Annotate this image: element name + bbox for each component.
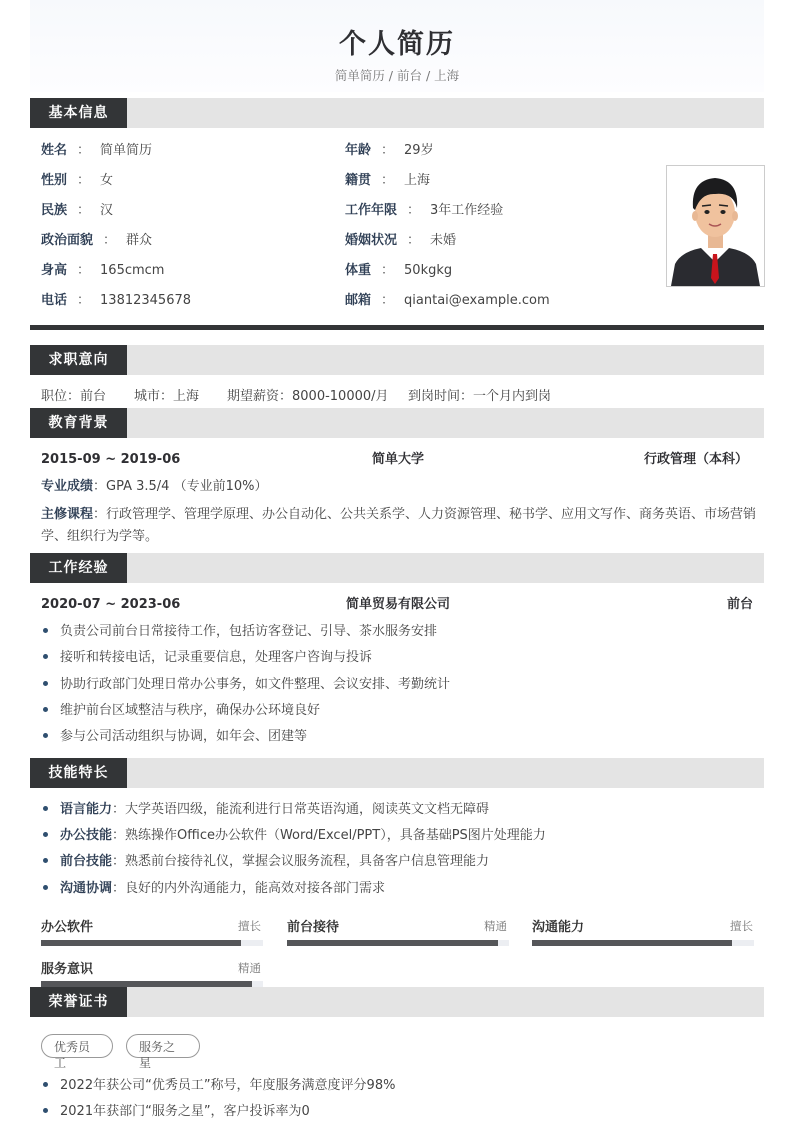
section-honors-header xyxy=(30,987,764,1017)
info-label: 性别 xyxy=(41,173,68,188)
intent-city: 城市：上海 xyxy=(134,389,200,404)
skill-bar-name: 前台接待 xyxy=(287,920,340,935)
list-item xyxy=(43,703,320,719)
info-email xyxy=(345,293,550,309)
skill-bar xyxy=(41,940,263,946)
info-label: 民族 xyxy=(41,203,68,218)
info-value: 3年工作经验 xyxy=(430,203,504,218)
info-colon: ： xyxy=(381,263,395,278)
info-hometown xyxy=(345,173,430,189)
bullet xyxy=(43,654,48,659)
profile-photo xyxy=(666,165,765,287)
skill-bar-name: 办公软件 xyxy=(41,920,94,935)
info-label: 姓名 xyxy=(41,143,68,158)
honor-badge xyxy=(126,1034,200,1070)
info-label: 婚姻状况 xyxy=(345,233,398,248)
honor-badge xyxy=(41,1034,113,1070)
info-weight xyxy=(345,263,452,279)
edu-school: 简单大学 xyxy=(372,452,425,467)
honor-badge-line2: 工 xyxy=(54,1056,67,1070)
skill-bar-fill xyxy=(287,940,498,946)
section-education-header xyxy=(30,408,764,438)
info-name xyxy=(41,143,152,159)
work-item-text: 协助行政部门处理日常办公事务，如文件整理、会议安排、考勤统计 xyxy=(60,677,451,692)
info-label: 电话 xyxy=(41,293,68,308)
info-colon: ： xyxy=(77,263,91,278)
section-basic-title: 基本信息 xyxy=(30,98,127,128)
edu-gpa xyxy=(41,479,267,495)
page-subtitle: 简单简历 / 前台 / 上海 xyxy=(334,68,460,83)
section-honors-title: 荣誉证书 xyxy=(30,987,127,1017)
list-item xyxy=(43,854,489,870)
bullet xyxy=(43,858,48,863)
edu-major: 行政管理（本科） xyxy=(643,452,748,467)
info-label: 身高 xyxy=(41,263,68,278)
info-colon: ： xyxy=(77,143,91,158)
work-item-text: 负责公司前台日常接待工作，包括访客登记、引导、茶水服务安排 xyxy=(60,624,438,639)
work-item-text: 接听和转接电话，记录重要信息，处理客户咨询与投诉 xyxy=(60,650,373,665)
bullet xyxy=(43,733,48,738)
info-value: 汉 xyxy=(100,203,114,218)
skill-label: 语言能力 xyxy=(60,802,113,817)
info-colon: ： xyxy=(77,173,91,188)
info-value: 简单简历 xyxy=(100,143,153,158)
list-item xyxy=(43,650,372,666)
section-education-title: 教育背景 xyxy=(30,408,127,438)
edu-gpa-label: 专业成绩 xyxy=(41,479,94,494)
info-colon: ： xyxy=(103,233,117,248)
portrait-icon xyxy=(667,166,764,286)
honor-badge-line1: 服务之 xyxy=(139,1040,176,1054)
bullet xyxy=(43,707,48,712)
info-years xyxy=(345,203,503,219)
list-item xyxy=(43,677,450,693)
info-colon: ： xyxy=(77,293,91,308)
edu-courses-label: 主修课程 xyxy=(41,507,94,522)
work-company: 简单贸易有限公司 xyxy=(346,597,451,612)
skill-text: ：熟悉前台接待礼仪，掌握会议服务流程，具备客户信息管理能力 xyxy=(112,854,490,869)
skill-bar xyxy=(287,940,509,946)
intent-position: 职位：前台 xyxy=(41,389,107,404)
edu-courses xyxy=(41,507,756,523)
work-item-text: 参与公司活动组织与协调，如年会、团建等 xyxy=(60,729,308,744)
skill-bar-level: 擅长 xyxy=(730,919,753,933)
list-item xyxy=(43,624,437,640)
list-item xyxy=(43,1104,310,1120)
info-gender xyxy=(41,173,113,189)
info-label: 籍贯 xyxy=(345,173,372,188)
work-item-text: 维护前台区域整洁与秩序，确保办公环境良好 xyxy=(60,703,321,718)
info-value: 13812345678 xyxy=(100,293,192,308)
section-intent-title: 求职意向 xyxy=(30,345,127,375)
intent-arrival: 到岗时间：一个月内到岗 xyxy=(408,389,552,404)
info-colon: ： xyxy=(381,293,395,308)
info-value: 165cmcm xyxy=(100,263,165,278)
info-value: 上海 xyxy=(404,173,431,188)
info-political xyxy=(41,233,152,249)
work-period: 2020-07 ~ 2023-06 xyxy=(41,597,181,612)
work-role: 前台 xyxy=(726,597,753,612)
edu-courses-line2: 学、组织行为学等。 xyxy=(41,529,159,544)
info-value: 未婚 xyxy=(430,233,457,248)
skill-bar-fill xyxy=(532,940,732,946)
skill-label: 前台技能 xyxy=(60,854,113,869)
info-phone xyxy=(41,293,191,309)
skill-bar-level: 擅长 xyxy=(238,919,261,933)
skill-text: ：大学英语四级，能流利进行日常英语沟通，阅读英文文档无障碍 xyxy=(112,802,490,817)
edu-gpa-value: ：GPA 3.5/4 （专业前10%） xyxy=(93,479,268,494)
skill-text: ：熟练操作Office办公软件（Word/Excel/PPT），具备基础PS图片处理能力 xyxy=(112,828,546,843)
section-work-title: 工作经验 xyxy=(30,553,127,583)
skill-label: 沟通协调 xyxy=(60,881,113,896)
info-label: 政治面貌 xyxy=(41,233,94,248)
bullet xyxy=(43,1082,48,1087)
bullet xyxy=(43,628,48,633)
section-skills-header xyxy=(30,758,764,788)
section-intent-header xyxy=(30,345,764,375)
info-label: 年龄 xyxy=(345,143,372,158)
info-marital xyxy=(345,233,456,249)
bullet xyxy=(43,885,48,890)
honor-text: 2022年获公司“优秀员工”称号，年度服务满意度评分98% xyxy=(60,1078,396,1093)
intent-salary: 期望薪资：8000-10000/月 xyxy=(227,389,389,404)
list-item xyxy=(43,729,307,745)
skill-bar-level: 精通 xyxy=(238,961,261,975)
info-age xyxy=(345,143,434,159)
list-item xyxy=(43,828,546,844)
skill-label: 办公技能 xyxy=(60,828,113,843)
skill-text: ：良好的内外沟通能力，能高效对接各部门需求 xyxy=(112,881,386,896)
skill-bar-level: 精通 xyxy=(484,919,507,933)
info-height xyxy=(41,263,164,279)
info-label: 体重 xyxy=(345,263,372,278)
bullet xyxy=(43,832,48,837)
section-skills-title: 技能特长 xyxy=(30,758,127,788)
section-basic-header xyxy=(30,98,764,128)
info-value: 50kgkg xyxy=(404,263,453,278)
edu-period: 2015-09 ~ 2019-06 xyxy=(41,452,181,467)
list-item xyxy=(43,1078,395,1094)
info-colon: ： xyxy=(77,203,91,218)
info-value: 女 xyxy=(100,173,114,188)
divider xyxy=(30,325,764,330)
info-colon: ： xyxy=(381,143,395,158)
skill-bar xyxy=(532,940,754,946)
skill-bar-name: 沟通能力 xyxy=(532,920,585,935)
edu-courses-line1: ：行政管理学、管理学原理、办公自动化、公共关系学、人力资源管理、秘书学、应用文写作、商务英语、市场营销 xyxy=(93,507,757,522)
info-label: 邮箱 xyxy=(345,293,372,308)
page-title: 个人简历 xyxy=(339,29,455,60)
honor-text: 2021年获部门“服务之星”，客户投诉率为0 xyxy=(60,1104,310,1119)
list-item xyxy=(43,881,385,897)
honor-badge-line2: 星 xyxy=(139,1056,152,1070)
skill-bar-fill xyxy=(41,940,241,946)
bullet xyxy=(43,1108,48,1113)
skill-bar-name: 服务意识 xyxy=(41,962,94,977)
info-value: 群众 xyxy=(126,233,153,248)
info-value: qiantai@example.com xyxy=(404,293,550,308)
info-label: 工作年限 xyxy=(345,203,398,218)
info-value: 29岁 xyxy=(404,143,434,158)
honor-badge-line1: 优秀员 xyxy=(54,1040,91,1054)
bullet xyxy=(43,681,48,686)
info-colon: ： xyxy=(407,203,421,218)
info-ethnicity xyxy=(41,203,113,219)
section-work-header xyxy=(30,553,764,583)
bullet xyxy=(43,806,48,811)
list-item xyxy=(43,802,489,818)
info-colon: ： xyxy=(381,173,395,188)
info-colon: ： xyxy=(407,233,421,248)
